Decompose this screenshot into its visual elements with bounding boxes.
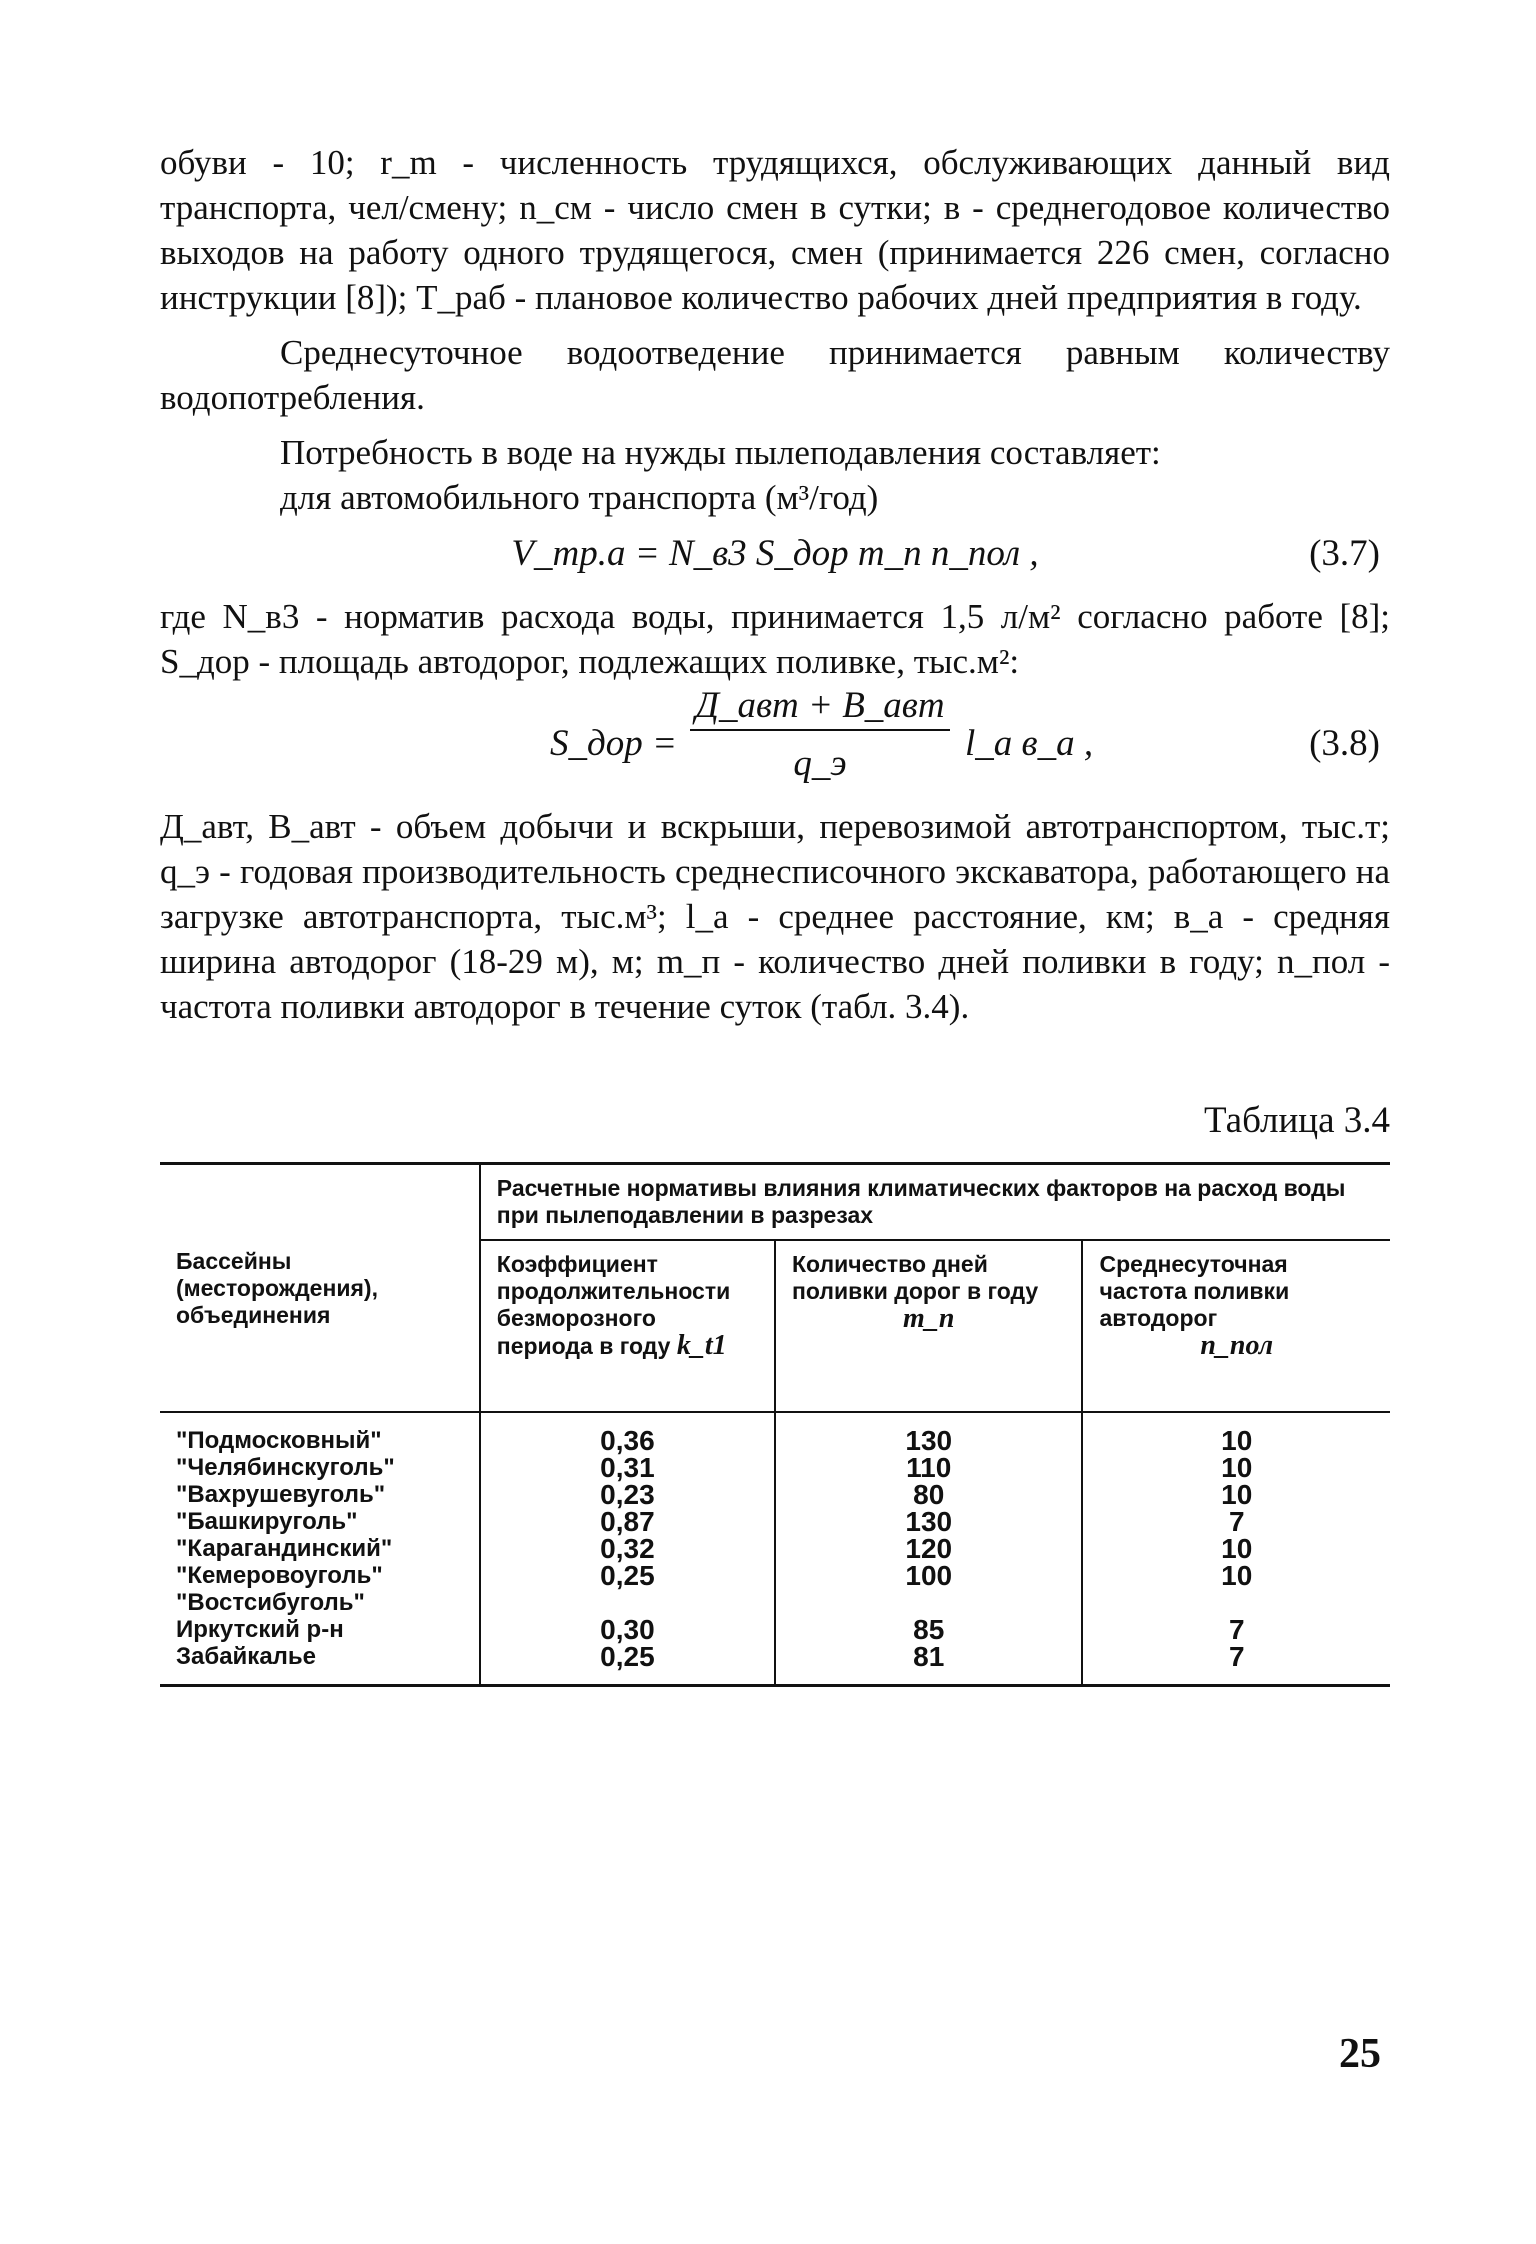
col3-header-text: Количество дней поливки дорог в году	[791, 1251, 1039, 1304]
col1-header: Бассейны (месторождения), объединения	[176, 1247, 378, 1328]
document-page	[160, 140, 1390, 1687]
row-name: Иркутский р-н	[176, 1616, 344, 1643]
row-m: 85	[775, 1616, 1083, 1643]
row-k: 0,23	[480, 1481, 775, 1508]
row-m: 110	[775, 1454, 1083, 1481]
row-name: "Востсибуголь"	[176, 1589, 365, 1616]
row-m: 100	[775, 1562, 1083, 1589]
page-number: 25	[1339, 2031, 1381, 2077]
table-row	[160, 1589, 1390, 1616]
paragraph-4: где N_в3 - норматив расхода воды, принимается 1,5 л/м² согласно работе [8]; S_дор - площадь автодорог, подлежащих поливке, тыс.м²:	[160, 597, 1390, 681]
row-k: 0,30	[480, 1616, 775, 1643]
row-n: 10	[1082, 1562, 1390, 1589]
formula-3-8-lhs: S_дор =	[550, 723, 677, 764]
row-m: 130	[775, 1427, 1083, 1454]
row-n: 10	[1082, 1535, 1390, 1562]
table-row	[160, 1643, 1390, 1670]
row-n: 7	[1082, 1508, 1390, 1535]
paragraph-3a: Потребность в воде на нужды пылеподавления составляет:	[280, 433, 1161, 472]
table-row	[160, 1508, 1390, 1535]
col3-header	[775, 1240, 1083, 1412]
row-m	[775, 1589, 1083, 1616]
row-m: 80	[775, 1481, 1083, 1508]
formula-3-7	[160, 520, 1390, 594]
row-n: 7	[1082, 1616, 1390, 1643]
row-name: "Башкируголь"	[176, 1508, 358, 1535]
col4-header	[1082, 1240, 1390, 1412]
row-k: 0,36	[480, 1427, 775, 1454]
col2-header-text: Коэффициент продолжительности безморозного периода в году	[496, 1251, 731, 1359]
paragraph-1: обуви - 10; r_m - численность трудящихся, обслуживающих данный вид транспорта, чел/смену; n_см - число смен в сутки; в - среднегодовое количество выходов на работу одного трудящегося, смен (принимается 226 смен, согласно инструкции [8]); T_раб - плановое количество рабочих дней предприятия в году.	[160, 143, 1390, 317]
col4-header-text: Среднесуточная частота поливки автодорог	[1099, 1251, 1290, 1331]
row-n: 7	[1082, 1643, 1390, 1670]
row-name: "Кемеровоуголь"	[176, 1562, 383, 1589]
row-n: 10	[1082, 1454, 1390, 1481]
formula-3-8-number: (3.8)	[1309, 723, 1380, 764]
row-k	[480, 1589, 775, 1616]
row-name: "Вахрушевуголь"	[176, 1481, 386, 1508]
paragraph-3b: для автомобильного транспорта (м³/год)	[280, 478, 879, 517]
row-k: 0,31	[480, 1454, 775, 1481]
row-m: 120	[775, 1535, 1083, 1562]
table-row	[160, 1481, 1390, 1508]
formula-3-7-expression: V_тр.а = N_в3 S_дор m_п n_пол ,	[511, 533, 1039, 574]
row-k: 0,87	[480, 1508, 775, 1535]
row-n: 10	[1082, 1427, 1390, 1454]
row-name: "Карагандинский"	[176, 1535, 393, 1562]
table-row	[160, 1616, 1390, 1643]
table-row	[160, 1562, 1390, 1589]
row-k: 0,25	[480, 1643, 775, 1670]
table-row	[160, 1535, 1390, 1562]
formula-3-7-number: (3.7)	[1309, 533, 1380, 574]
row-name: Забайкалье	[176, 1643, 317, 1670]
paragraph-5: Д_авт, В_авт - объем добычи и вскрыши, перевозимой автотранспортом, тыс.т; q_э - годовая производительность среднесписочного экскаватора, работающего на загрузке автотранспорта, тыс.м³; l_а - среднее расстояние, км; в_а - средняя ширина автодорог (18-29 м), м; m_п - количество дней поливки в году; n_пол - частота поливки автодорог в течение суток (табл. 3.4).	[160, 807, 1390, 1026]
row-m: 130	[775, 1508, 1083, 1535]
climate-norms-table	[160, 1162, 1390, 1687]
row-n: 10	[1082, 1481, 1390, 1508]
group-header: Расчетные нормативы влияния климатических факторов на расход воды при пылеподавлении в разрезах	[480, 1164, 1390, 1241]
col4-symbol: n_пол	[1200, 1330, 1274, 1361]
row-name: "Подмосковный"	[176, 1427, 382, 1454]
row-m: 81	[775, 1643, 1083, 1670]
paragraph-2: Среднесуточное водоотведение принимается равным количеству водопотребления.	[160, 333, 1390, 417]
formula-3-8-denominator: q_э	[793, 743, 847, 784]
table-caption: Таблица 3.4	[1204, 1100, 1390, 1141]
row-k: 0,25	[480, 1562, 775, 1589]
col3-symbol: m_п	[903, 1303, 955, 1334]
formula-3-8	[160, 684, 1390, 804]
col2-symbol: k_t1	[676, 1330, 727, 1361]
col2-header	[480, 1240, 775, 1412]
row-k: 0,32	[480, 1535, 775, 1562]
formula-3-8-tail: l_а в_а ,	[965, 723, 1094, 764]
table-row	[160, 1454, 1390, 1481]
table-row	[160, 1427, 1390, 1454]
row-n	[1082, 1589, 1390, 1616]
formula-3-8-numerator: Д_авт + В_авт	[690, 684, 950, 731]
row-name: "Челябинскуголь"	[176, 1454, 395, 1481]
